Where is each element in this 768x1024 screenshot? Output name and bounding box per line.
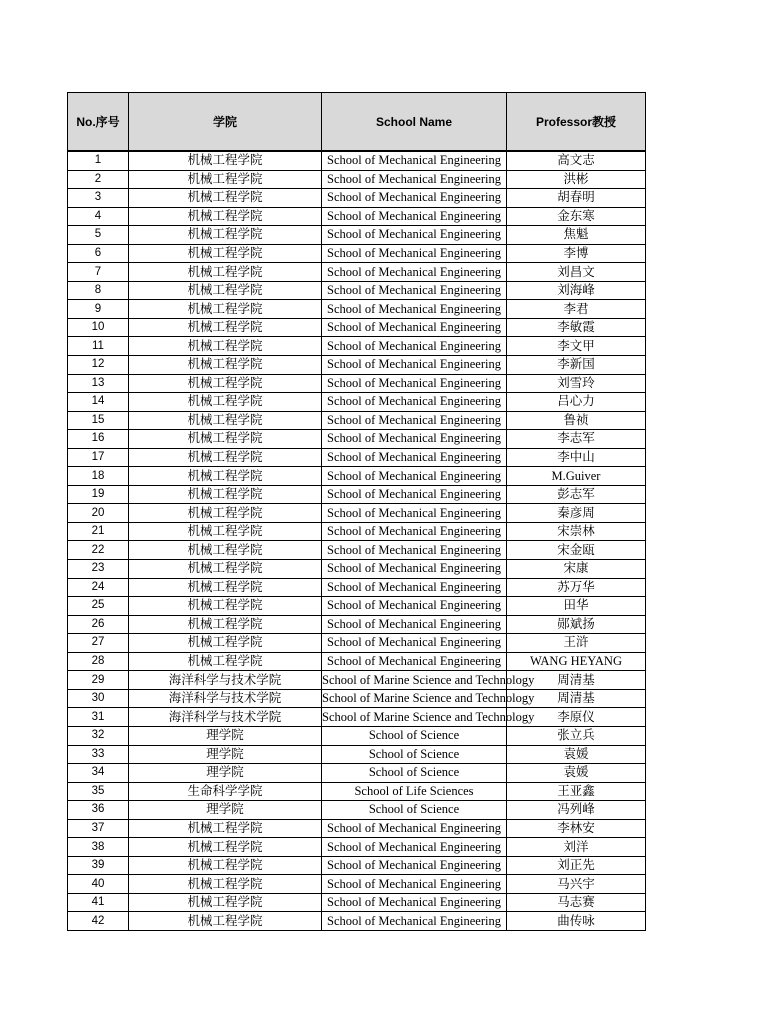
table-row: [68, 374, 646, 393]
table-row: [68, 300, 646, 319]
cell-college[interactable]: 机械工程学院: [129, 634, 322, 653]
table-row: [68, 652, 646, 671]
cell-professor[interactable]: 鲁祯: [507, 411, 646, 430]
cell-college[interactable]: 机械工程学院: [129, 652, 322, 671]
table-row: [68, 708, 646, 727]
cell-professor[interactable]: 刘昌文: [507, 263, 646, 282]
cell-college[interactable]: 海洋科学与技术学院: [129, 689, 322, 708]
cell-college[interactable]: 机械工程学院: [129, 467, 322, 486]
cell-school-name[interactable]: School of Mechanical Engineering: [322, 838, 507, 857]
cell-professor[interactable]: 李文甲: [507, 337, 646, 356]
cell-no[interactable]: 10: [68, 318, 129, 337]
table-row: [68, 170, 646, 189]
cell-no[interactable]: 21: [68, 522, 129, 541]
cell-college[interactable]: 理学院: [129, 764, 322, 783]
cell-college[interactable]: 机械工程学院: [129, 615, 322, 634]
cell-no[interactable]: 27: [68, 634, 129, 653]
cell-college[interactable]: 机械工程学院: [129, 281, 322, 300]
cell-professor[interactable]: 宋金瓯: [507, 541, 646, 560]
table-row: [68, 151, 646, 170]
cell-no[interactable]: 20: [68, 504, 129, 523]
cell-school-name[interactable]: School of Mechanical Engineering: [322, 189, 507, 208]
cell-no[interactable]: 18: [68, 467, 129, 486]
cell-school-name[interactable]: School of Mechanical Engineering: [322, 634, 507, 653]
cell-no[interactable]: 32: [68, 726, 129, 745]
cell-school-name[interactable]: School of Mechanical Engineering: [322, 893, 507, 912]
cell-college[interactable]: 机械工程学院: [129, 560, 322, 579]
cell-no[interactable]: 36: [68, 801, 129, 820]
cell-school-name[interactable]: School of Marine Science and Technology: [322, 671, 507, 690]
table-row: [68, 819, 646, 838]
cell-school-name[interactable]: School of Mechanical Engineering: [322, 300, 507, 319]
cell-professor[interactable]: 彭志军: [507, 485, 646, 504]
cell-school-name[interactable]: School of Mechanical Engineering: [322, 393, 507, 412]
cell-school-name[interactable]: School of Mechanical Engineering: [322, 615, 507, 634]
table-row: [68, 485, 646, 504]
table-row: [68, 597, 646, 616]
cell-college[interactable]: 机械工程学院: [129, 374, 322, 393]
cell-professor[interactable]: 焦魁: [507, 226, 646, 245]
cell-college[interactable]: 机械工程学院: [129, 875, 322, 894]
cell-college[interactable]: 机械工程学院: [129, 189, 322, 208]
cell-school-name[interactable]: School of Mechanical Engineering: [322, 856, 507, 875]
professor-table: [67, 92, 646, 931]
cell-school-name[interactable]: School of Mechanical Engineering: [322, 411, 507, 430]
cell-no[interactable]: 41: [68, 893, 129, 912]
cell-school-name[interactable]: School of Mechanical Engineering: [322, 467, 507, 486]
cell-school-name[interactable]: School of Mechanical Engineering: [322, 318, 507, 337]
cell-professor[interactable]: 刘雪玲: [507, 374, 646, 393]
cell-no[interactable]: 13: [68, 374, 129, 393]
cell-professor[interactable]: 李志军: [507, 430, 646, 449]
cell-professor[interactable]: 袁媛: [507, 764, 646, 783]
cell-no[interactable]: 2: [68, 170, 129, 189]
table-row: [68, 318, 646, 337]
table-row: [68, 782, 646, 801]
cell-college[interactable]: 机械工程学院: [129, 300, 322, 319]
cell-college[interactable]: 机械工程学院: [129, 522, 322, 541]
cell-college[interactable]: 机械工程学院: [129, 893, 322, 912]
cell-college[interactable]: 理学院: [129, 801, 322, 820]
cell-school-name[interactable]: School of Mechanical Engineering: [322, 912, 507, 931]
cell-no[interactable]: 31: [68, 708, 129, 727]
cell-professor[interactable]: 周清基: [507, 689, 646, 708]
cell-school-name[interactable]: School of Mechanical Engineering: [322, 226, 507, 245]
cell-professor[interactable]: 刘正先: [507, 856, 646, 875]
cell-professor[interactable]: 宋崇林: [507, 522, 646, 541]
cell-no[interactable]: 30: [68, 689, 129, 708]
cell-school-name[interactable]: School of Mechanical Engineering: [322, 430, 507, 449]
cell-no[interactable]: 11: [68, 337, 129, 356]
cell-school-name[interactable]: School of Mechanical Engineering: [322, 522, 507, 541]
table-body: [68, 151, 646, 930]
table-row: [68, 244, 646, 263]
cell-no[interactable]: 4: [68, 207, 129, 226]
cell-school-name[interactable]: School of Mechanical Engineering: [322, 875, 507, 894]
table-row: [68, 615, 646, 634]
cell-no[interactable]: 12: [68, 356, 129, 375]
cell-college[interactable]: 机械工程学院: [129, 356, 322, 375]
cell-college[interactable]: 海洋科学与技术学院: [129, 671, 322, 690]
table-row: [68, 281, 646, 300]
cell-school-name[interactable]: School of Mechanical Engineering: [322, 170, 507, 189]
table-row: [68, 893, 646, 912]
cell-school-name[interactable]: School of Mechanical Engineering: [322, 281, 507, 300]
cell-professor[interactable]: 张立兵: [507, 726, 646, 745]
table-row: [68, 393, 646, 412]
cell-no[interactable]: 7: [68, 263, 129, 282]
cell-school-name[interactable]: School of Marine Science and Technology: [322, 689, 507, 708]
cell-professor[interactable]: 刘海峰: [507, 281, 646, 300]
header-no[interactable]: No.序号: [68, 93, 129, 152]
cell-professor[interactable]: 李原仪: [507, 708, 646, 727]
table-row: [68, 263, 646, 282]
cell-professor[interactable]: 吕心力: [507, 393, 646, 412]
cell-school-name[interactable]: School of Mechanical Engineering: [322, 597, 507, 616]
cell-no[interactable]: 26: [68, 615, 129, 634]
cell-college[interactable]: 机械工程学院: [129, 151, 322, 170]
cell-college[interactable]: 机械工程学院: [129, 578, 322, 597]
cell-school-name[interactable]: School of Science: [322, 726, 507, 745]
cell-college[interactable]: 机械工程学院: [129, 337, 322, 356]
cell-professor[interactable]: 胡春明: [507, 189, 646, 208]
cell-professor[interactable]: 马志赛: [507, 893, 646, 912]
header-professor[interactable]: Professor教授: [507, 93, 646, 152]
cell-professor[interactable]: 宋康: [507, 560, 646, 579]
cell-college[interactable]: 机械工程学院: [129, 430, 322, 449]
cell-college[interactable]: 机械工程学院: [129, 318, 322, 337]
cell-professor[interactable]: 周清基: [507, 671, 646, 690]
cell-no[interactable]: 5: [68, 226, 129, 245]
cell-college[interactable]: 机械工程学院: [129, 838, 322, 857]
cell-college[interactable]: 机械工程学院: [129, 912, 322, 931]
cell-no[interactable]: 16: [68, 430, 129, 449]
cell-no[interactable]: 6: [68, 244, 129, 263]
cell-no[interactable]: 39: [68, 856, 129, 875]
cell-professor[interactable]: 李新国: [507, 356, 646, 375]
cell-no[interactable]: 25: [68, 597, 129, 616]
table-row: [68, 541, 646, 560]
cell-college[interactable]: 机械工程学院: [129, 541, 322, 560]
cell-no[interactable]: 37: [68, 819, 129, 838]
cell-no[interactable]: 8: [68, 281, 129, 300]
cell-school-name[interactable]: School of Mechanical Engineering: [322, 244, 507, 263]
cell-college[interactable]: 机械工程学院: [129, 207, 322, 226]
cell-professor[interactable]: 李君: [507, 300, 646, 319]
table-row: [68, 726, 646, 745]
cell-professor[interactable]: 王浒: [507, 634, 646, 653]
cell-school-name[interactable]: School of Mechanical Engineering: [322, 356, 507, 375]
cell-no[interactable]: 40: [68, 875, 129, 894]
table-row: [68, 875, 646, 894]
cell-school-name[interactable]: School of Mechanical Engineering: [322, 448, 507, 467]
cell-school-name[interactable]: School of Mechanical Engineering: [322, 578, 507, 597]
cell-no[interactable]: 15: [68, 411, 129, 430]
cell-professor[interactable]: 冯列峰: [507, 801, 646, 820]
cell-professor[interactable]: WANG HEYANG: [507, 652, 646, 671]
table-row: [68, 189, 646, 208]
header-row: [68, 93, 646, 152]
cell-college[interactable]: 机械工程学院: [129, 485, 322, 504]
table-row: [68, 764, 646, 783]
cell-no[interactable]: 1: [68, 151, 129, 170]
cell-college[interactable]: 机械工程学院: [129, 244, 322, 263]
cell-school-name[interactable]: School of Mechanical Engineering: [322, 560, 507, 579]
table-row: [68, 356, 646, 375]
cell-professor[interactable]: 苏万华: [507, 578, 646, 597]
cell-professor[interactable]: 马兴宇: [507, 875, 646, 894]
table-row: [68, 560, 646, 579]
cell-school-name[interactable]: School of Mechanical Engineering: [322, 207, 507, 226]
cell-college[interactable]: 理学院: [129, 726, 322, 745]
cell-college[interactable]: 生命科学学院: [129, 782, 322, 801]
header-school-name[interactable]: School Name: [322, 93, 507, 152]
table-row: [68, 467, 646, 486]
table-row: [68, 578, 646, 597]
table-row: [68, 430, 646, 449]
cell-school-name[interactable]: School of Science: [322, 801, 507, 820]
cell-school-name[interactable]: School of Science: [322, 745, 507, 764]
cell-no[interactable]: 38: [68, 838, 129, 857]
cell-professor[interactable]: 高文志: [507, 151, 646, 170]
cell-school-name[interactable]: School of Mechanical Engineering: [322, 337, 507, 356]
table-row: [68, 522, 646, 541]
cell-school-name[interactable]: School of Mechanical Engineering: [322, 263, 507, 282]
cell-college[interactable]: 机械工程学院: [129, 597, 322, 616]
cell-college[interactable]: 机械工程学院: [129, 226, 322, 245]
cell-college[interactable]: 机械工程学院: [129, 393, 322, 412]
cell-college[interactable]: 机械工程学院: [129, 170, 322, 189]
table-row: [68, 226, 646, 245]
cell-professor[interactable]: 洪彬: [507, 170, 646, 189]
cell-school-name[interactable]: School of Mechanical Engineering: [322, 151, 507, 170]
table-row: [68, 207, 646, 226]
cell-professor[interactable]: 田华: [507, 597, 646, 616]
cell-school-name[interactable]: School of Science: [322, 764, 507, 783]
cell-school-name[interactable]: School of Mechanical Engineering: [322, 541, 507, 560]
cell-college[interactable]: 机械工程学院: [129, 819, 322, 838]
table-row: [68, 448, 646, 467]
table-row: [68, 634, 646, 653]
cell-professor[interactable]: 王亚鑫: [507, 782, 646, 801]
header-college[interactable]: 学院: [129, 93, 322, 152]
cell-school-name[interactable]: School of Mechanical Engineering: [322, 485, 507, 504]
cell-school-name[interactable]: School of Mechanical Engineering: [322, 374, 507, 393]
cell-no[interactable]: 9: [68, 300, 129, 319]
cell-school-name[interactable]: School of Life Sciences: [322, 782, 507, 801]
cell-professor[interactable]: 李林安: [507, 819, 646, 838]
cell-school-name[interactable]: School of Mechanical Engineering: [322, 819, 507, 838]
cell-professor[interactable]: 秦彦周: [507, 504, 646, 523]
cell-professor[interactable]: 李博: [507, 244, 646, 263]
cell-no[interactable]: 17: [68, 448, 129, 467]
table-row: [68, 838, 646, 857]
cell-no[interactable]: 35: [68, 782, 129, 801]
cell-professor[interactable]: 刘洋: [507, 838, 646, 857]
table-row: [68, 856, 646, 875]
cell-college[interactable]: 机械工程学院: [129, 504, 322, 523]
table-row: [68, 504, 646, 523]
cell-no[interactable]: 29: [68, 671, 129, 690]
cell-no[interactable]: 33: [68, 745, 129, 764]
cell-no[interactable]: 42: [68, 912, 129, 931]
cell-professor[interactable]: 李敏霞: [507, 318, 646, 337]
cell-professor[interactable]: 袁媛: [507, 745, 646, 764]
table-row: [68, 745, 646, 764]
cell-no[interactable]: 23: [68, 560, 129, 579]
cell-no[interactable]: 22: [68, 541, 129, 560]
cell-school-name[interactable]: School of Mechanical Engineering: [322, 504, 507, 523]
cell-no[interactable]: 14: [68, 393, 129, 412]
cell-no[interactable]: 34: [68, 764, 129, 783]
cell-professor[interactable]: 金东寒: [507, 207, 646, 226]
cell-college[interactable]: 机械工程学院: [129, 411, 322, 430]
cell-school-name[interactable]: School of Marine Science and Technology: [322, 708, 507, 727]
table-row: [68, 671, 646, 690]
cell-no[interactable]: 19: [68, 485, 129, 504]
table-row: [68, 337, 646, 356]
table-row: [68, 411, 646, 430]
cell-school-name[interactable]: School of Mechanical Engineering: [322, 652, 507, 671]
cell-college[interactable]: 机械工程学院: [129, 263, 322, 282]
cell-professor[interactable]: M.Guiver: [507, 467, 646, 486]
cell-professor[interactable]: 郧斌扬: [507, 615, 646, 634]
cell-professor[interactable]: 李中山: [507, 448, 646, 467]
cell-college[interactable]: 理学院: [129, 745, 322, 764]
cell-no[interactable]: 28: [68, 652, 129, 671]
cell-no[interactable]: 24: [68, 578, 129, 597]
cell-college[interactable]: 机械工程学院: [129, 448, 322, 467]
cell-no[interactable]: 3: [68, 189, 129, 208]
cell-professor[interactable]: 曲传咏: [507, 912, 646, 931]
table-row: [68, 689, 646, 708]
table-row: [68, 801, 646, 820]
cell-college[interactable]: 机械工程学院: [129, 856, 322, 875]
cell-college[interactable]: 海洋科学与技术学院: [129, 708, 322, 727]
table-row: [68, 912, 646, 931]
